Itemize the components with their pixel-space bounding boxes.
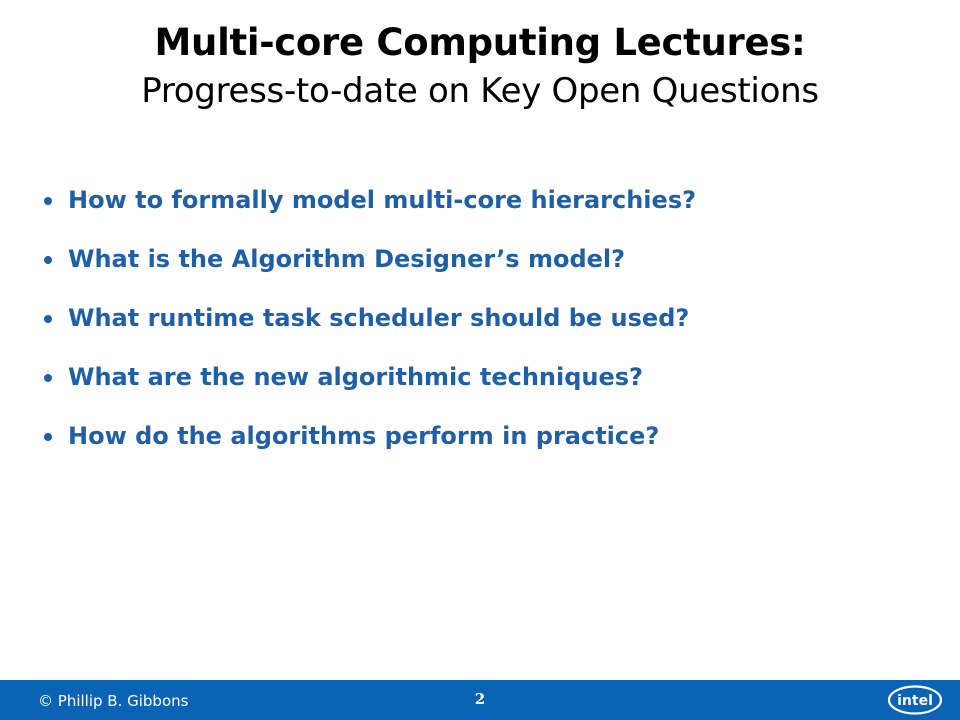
bullet-item: [40, 175, 696, 234]
bullet-item: [40, 411, 696, 470]
bullet-dot-icon: [44, 197, 52, 205]
bullet-text: How do the algorithms perform in practice?: [68, 422, 660, 450]
bullet-text: How to formally model multi-core hierarchies?: [68, 186, 697, 214]
footer-bar: [0, 680, 960, 720]
bullet-text: What are the new algorithmic techniques?: [68, 363, 643, 391]
page-number: 2: [474, 690, 486, 708]
title-subtitle: Progress-to-date on Key Open Questions: [141, 71, 819, 111]
slide-title: [0, 18, 960, 114]
title-main: Multi-core Computing Lectures:: [154, 21, 806, 64]
bullet-dot-icon: [44, 374, 52, 382]
bullet-dot-icon: [44, 315, 52, 323]
bullet-item: [40, 234, 696, 293]
bullet-item: [40, 293, 696, 352]
footer-copyright: © Phillip B. Gibbons: [38, 692, 189, 710]
intel-logo-icon: [886, 683, 944, 717]
bullet-text: What runtime task scheduler should be used?: [68, 304, 690, 332]
bullet-dot-icon: [44, 433, 52, 441]
bullet-list: [40, 175, 696, 470]
bullet-text: What is the Algorithm Designer’s model?: [68, 245, 626, 273]
intel-logo-text: intel: [897, 693, 933, 709]
bullet-item: [40, 352, 696, 411]
bullet-dot-icon: [44, 256, 52, 264]
